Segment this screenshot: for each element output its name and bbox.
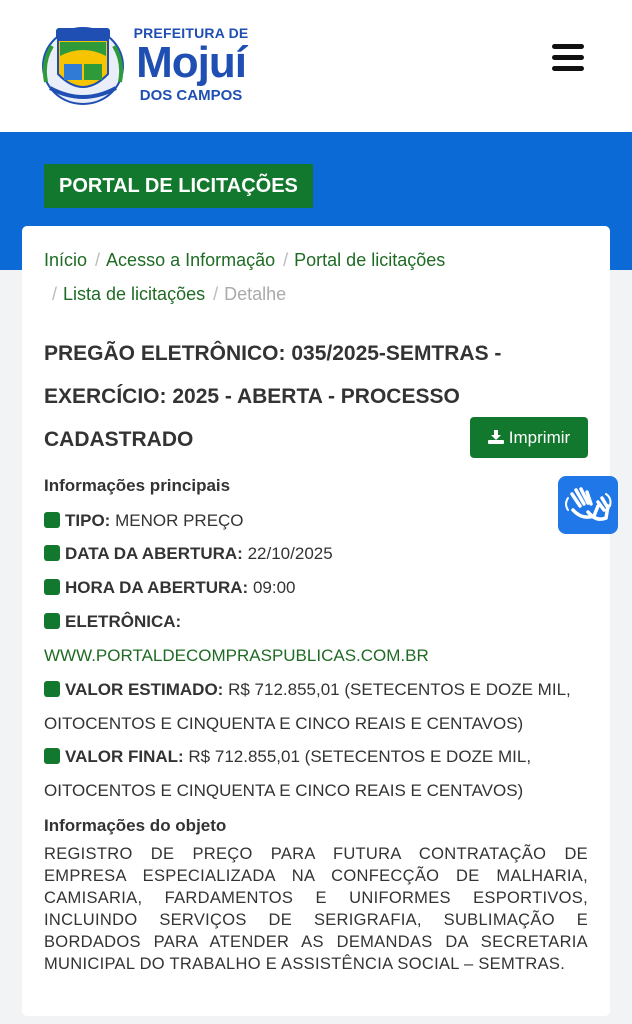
- bullet-square-icon: [44, 613, 60, 629]
- breadcrumb-home[interactable]: Início: [44, 250, 88, 270]
- breadcrumb-separator: /: [213, 284, 219, 304]
- main-info-heading: Informações principais: [44, 476, 231, 495]
- logo-main-text: Mojuí: [136, 38, 246, 87]
- page-title: PREGÃO ELETRÔNICO: 035/2025-SEMTRAS - EXERCÍCIO: 2025 - ABERTA - PROCESSO CADASTRADO: [44, 342, 502, 451]
- hora-abertura-label: HORA DA ABERTURA:: [65, 578, 249, 597]
- logo-wordmark: [126, 20, 256, 107]
- portal-label: PORTAL DE LICITAÇÕES: [44, 164, 313, 208]
- site-logo[interactable]: [40, 20, 255, 108]
- object-description: REGISTRO DE PREÇO PARA FUTURA CONTRATAÇÃO DE EMPRESA ESPECIALIZADA NA CONFECÇÃO DE MALHARIA, CAMISARIA, FARDAMENTOS E UNIFORMES ESPORTIVOS, INCLUINDO SERVIÇOS DE SERIGRAFIA, SUBLIMAÇÃO E BORDADOS PARA ATENDER AS DEMANDAS DA SECRETARIA MUNICIPAL DO TRABALHO E ASSISTÊNCIA SOCIAL – SEMTRAS.: [44, 845, 588, 973]
- valor-estimado-label: VALOR ESTIMADO:: [65, 680, 224, 699]
- breadcrumb-list[interactable]: Lista de licitações: [63, 284, 206, 304]
- coat-of-arms-icon: [40, 22, 126, 108]
- breadcrumb-access[interactable]: Acesso a Informação: [106, 250, 276, 270]
- info-row-tipo: [44, 504, 592, 538]
- sign-language-button[interactable]: [558, 476, 618, 534]
- sign-language-hands-icon: [558, 476, 618, 534]
- download-icon: [488, 430, 504, 444]
- tipo-value: MENOR PREÇO: [115, 511, 244, 530]
- breadcrumb-separator: /: [283, 250, 289, 270]
- data-abertura-value: 22/10/2025: [247, 544, 333, 563]
- valor-final-value: R$ 712.855,01 (SETECENTOS E DOZE MIL, OITOCENTOS E CINQUENTA E CINCO REAIS E CENTAVOS): [44, 747, 532, 800]
- tipo-label: TIPO:: [65, 511, 111, 530]
- breadcrumb: [44, 243, 584, 311]
- breadcrumb-portal[interactable]: Portal de licitações: [294, 250, 446, 270]
- breadcrumb-current: Detalhe: [224, 284, 287, 304]
- bullet-square-icon: [44, 579, 60, 595]
- valor-estimado-value: R$ 712.855,01 (SETECENTOS E DOZE MIL, OITOCENTOS E CINQUENTA E CINCO REAIS E CENTAVOS): [44, 680, 571, 733]
- info-row-hora-abertura: [44, 571, 592, 605]
- bullet-square-icon: [44, 748, 60, 764]
- bullet-square-icon: [44, 545, 60, 561]
- info-row-valor-final: [44, 740, 592, 808]
- hamburger-menu-icon[interactable]: [552, 44, 590, 78]
- logo-top-text: PREFEITURA DE: [133, 25, 249, 41]
- print-button-label: Imprimir: [508, 428, 571, 447]
- breadcrumb-separator: /: [95, 250, 101, 270]
- data-abertura-label: DATA DA ABERTURA:: [65, 544, 243, 563]
- hora-abertura-value: 09:00: [252, 578, 296, 597]
- eletronica-label: ELETRÔNICA:: [65, 612, 182, 631]
- valor-final-label: VALOR FINAL:: [65, 747, 184, 766]
- info-row-valor-estimado: [44, 673, 592, 741]
- print-button[interactable]: [470, 417, 588, 458]
- eletronica-link[interactable]: WWW.PORTALDECOMPRASPUBLICAS.COM.BR: [44, 646, 429, 665]
- bullet-square-icon: [44, 681, 60, 697]
- logo-bottom-text: DOS CAMPOS: [139, 87, 243, 104]
- bullet-square-icon: [44, 512, 60, 528]
- info-row-data-abertura: [44, 537, 592, 571]
- site-header: [0, 0, 632, 132]
- breadcrumb-separator: /: [52, 284, 58, 304]
- info-row-eletronica: [44, 605, 592, 673]
- object-info-heading: Informações do objeto: [44, 816, 227, 835]
